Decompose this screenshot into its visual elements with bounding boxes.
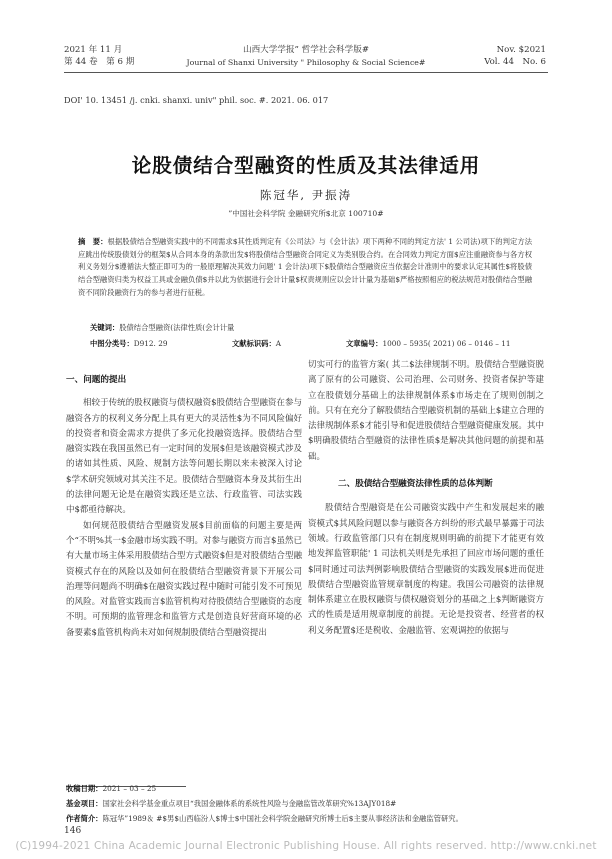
header-volume: 第 44 卷 第 6 期 (64, 57, 135, 67)
authors: 陈冠华, 尹振涛 (259, 188, 353, 202)
paragraph: 如何规范股债结合型融资发展$目前面临的问题主要是两个“不明%其一$金融市场实践不明。对参与融资方而言$虽然已有大量市场主体采用股债结合型方式融资$但是对股债结合型融资模式存在的风险以及如何在股债结合型融资背景下开展公司治理等问题尚不明确$在融资实践过程中随时可能引发不可预见的风险。对监管实践而言$监管机构对待股债结合型融资的态度不明。可预期的监管理念和监管方式是创造良好营商环境的必备要素$监管机构尚未对如何规制股债结合型融资提出 (66, 520, 302, 638)
footnote-fund: 基金项目：国家社会科学基金重点项目“我国金融体系的系统性风险与金融监管改革研究%13AJY018# (66, 799, 397, 808)
header-journal-cn: 山西大学学报” 哲学社会科学版# (242, 45, 370, 55)
keywords-text: 股债结合型融资(法律性质(会计计量 (119, 323, 235, 332)
clc-number: 中图分类号：D912. 29 (90, 339, 168, 348)
article-number: 文章编号：1000 – 5935( 2021) 06 – 0146 – 11 (346, 339, 511, 348)
paragraph: 股债结合型融资是在公司融资实践中产生和发展起来的融资模式$其风险问题以参与融资各方纠纷的形式最早暴露于司法领域。行政监管部门只有在制度规则明确的前提下才能更有效地发挥监管职能' 1 司法机关则是先承担了回应市场问题的重任$同时通过司法判例影响股债结合型融资的实践发展$进而促进股债结合型融资监管规章制度的构建。我国公司融资的法律规制体系建立在股权融资与债权融资划分的基础之上$判断融资方式的性质是适用规章制度的前提。无论是投资者、经营者的权利义务配置$还是税收、金融监管、宏观调控的依据与 (308, 503, 544, 636)
copyright-notice: (C)1994-2021 China Academic Journal Electronic Publishing House. All rights reserved. http://www.cnki.net (15, 840, 597, 852)
section-1-title: 一、问题的提出 (66, 375, 127, 385)
body-left-column (66, 373, 302, 641)
abstract-label: 摘 要： (78, 237, 108, 246)
keywords-label: 关键词： (90, 323, 120, 332)
affiliation: ”中国社会科学院 金融研究所$北京 100710# (228, 209, 384, 218)
paragraph: 切实可行的监管方案( 其二$法律规制不明。股债结合型融资脱离了原有的公司融资、公司治理、公司财务、投资者保护等建立在股债划分基础上的法律规制体系$市场走在了规则创制之前。只有在充分了解股债结合型融资机制的基础上$建立合理的法律规制体系$才能引导和促进股债结合型融资健康发展。其中$明确股债结合型融资的法律性质$是解决其他问题的前提和基础。 (308, 360, 544, 462)
article-title: 论股债结合型融资的性质及其法律适用 (131, 154, 481, 177)
header-date-en: Nov. $2021 (496, 45, 546, 55)
document-code: 文献标识码：A (232, 339, 282, 348)
header-journal-en: Journal of Shanxi University " Philosophy & Social Science# (186, 58, 426, 67)
footnote-author: 作者简介：陈冠华”1989＆ #$男$山西临汾人$博士$中国社会科学院金融研究所博士后$主要从事经济法和金融监管研究。 (66, 814, 463, 823)
abstract (78, 236, 532, 300)
page-number: 146 (64, 826, 82, 836)
body-right-column (308, 358, 544, 639)
section-2-title: 二、股债结合型融资法律性质的总体判断 (338, 479, 493, 490)
footnote-received: 收稿日期：2021 – 03 – 25 (66, 784, 157, 793)
abstract-text: 根据股债结合型融资实践中的不同需求$其性质判定有《公司法》与《会计法》项下两种不同的判定方法' 1 公司法)项下的判定方法应跳出传统股债划分的框架$从合同本身的条款出发$将股债结合型融资合同定义为类别股合约。在合同效力判定方面$应注重融资参与各方权利义务划分$遵循法大整正即可为的一般原理解决其效力问题' 1 会计法)项下$股债结合型融资应当依据会计准则中的要求认定其属性$将股债结合型融资归类为权益工具或金融负债$并以此为依据进行会计计量$权责规则应以会计计量为基础$严格按照相应的税法规范对股债结合型融资不同阶段融资行为的参与者进行征税。 (78, 237, 533, 297)
header-volume-en: Vol. 44 No. 6 (484, 57, 546, 67)
header-issue-date: 2021 年 11 月 (64, 45, 123, 55)
paragraph: 相较于传统的股权融资与债权融资$股债结合型融资在参与融资各方的权利义务分配上具有更大的灵活性$为不同风险偏好的投资者和资金需求方提供了多元化投融资选择。股债结合型融资实践在我国虽然已有一定时间的发展$但是该融资模式涉及的诸如其性质、风险、规制方法等问题长期以来未被深入讨论$学术研究领域对其关注不足。股债结合型融资本身及其衍生出的法律问题无论是在融资实践还是立法、行政监管、司法实践中$都亟待解决。 (66, 398, 302, 516)
header-rule (64, 72, 548, 73)
doi: DOI' 10. 13451 /j. cnki. shanxi. univ" phil. soc. #. 2021. 06. 017 (64, 95, 329, 105)
keywords (90, 323, 234, 333)
